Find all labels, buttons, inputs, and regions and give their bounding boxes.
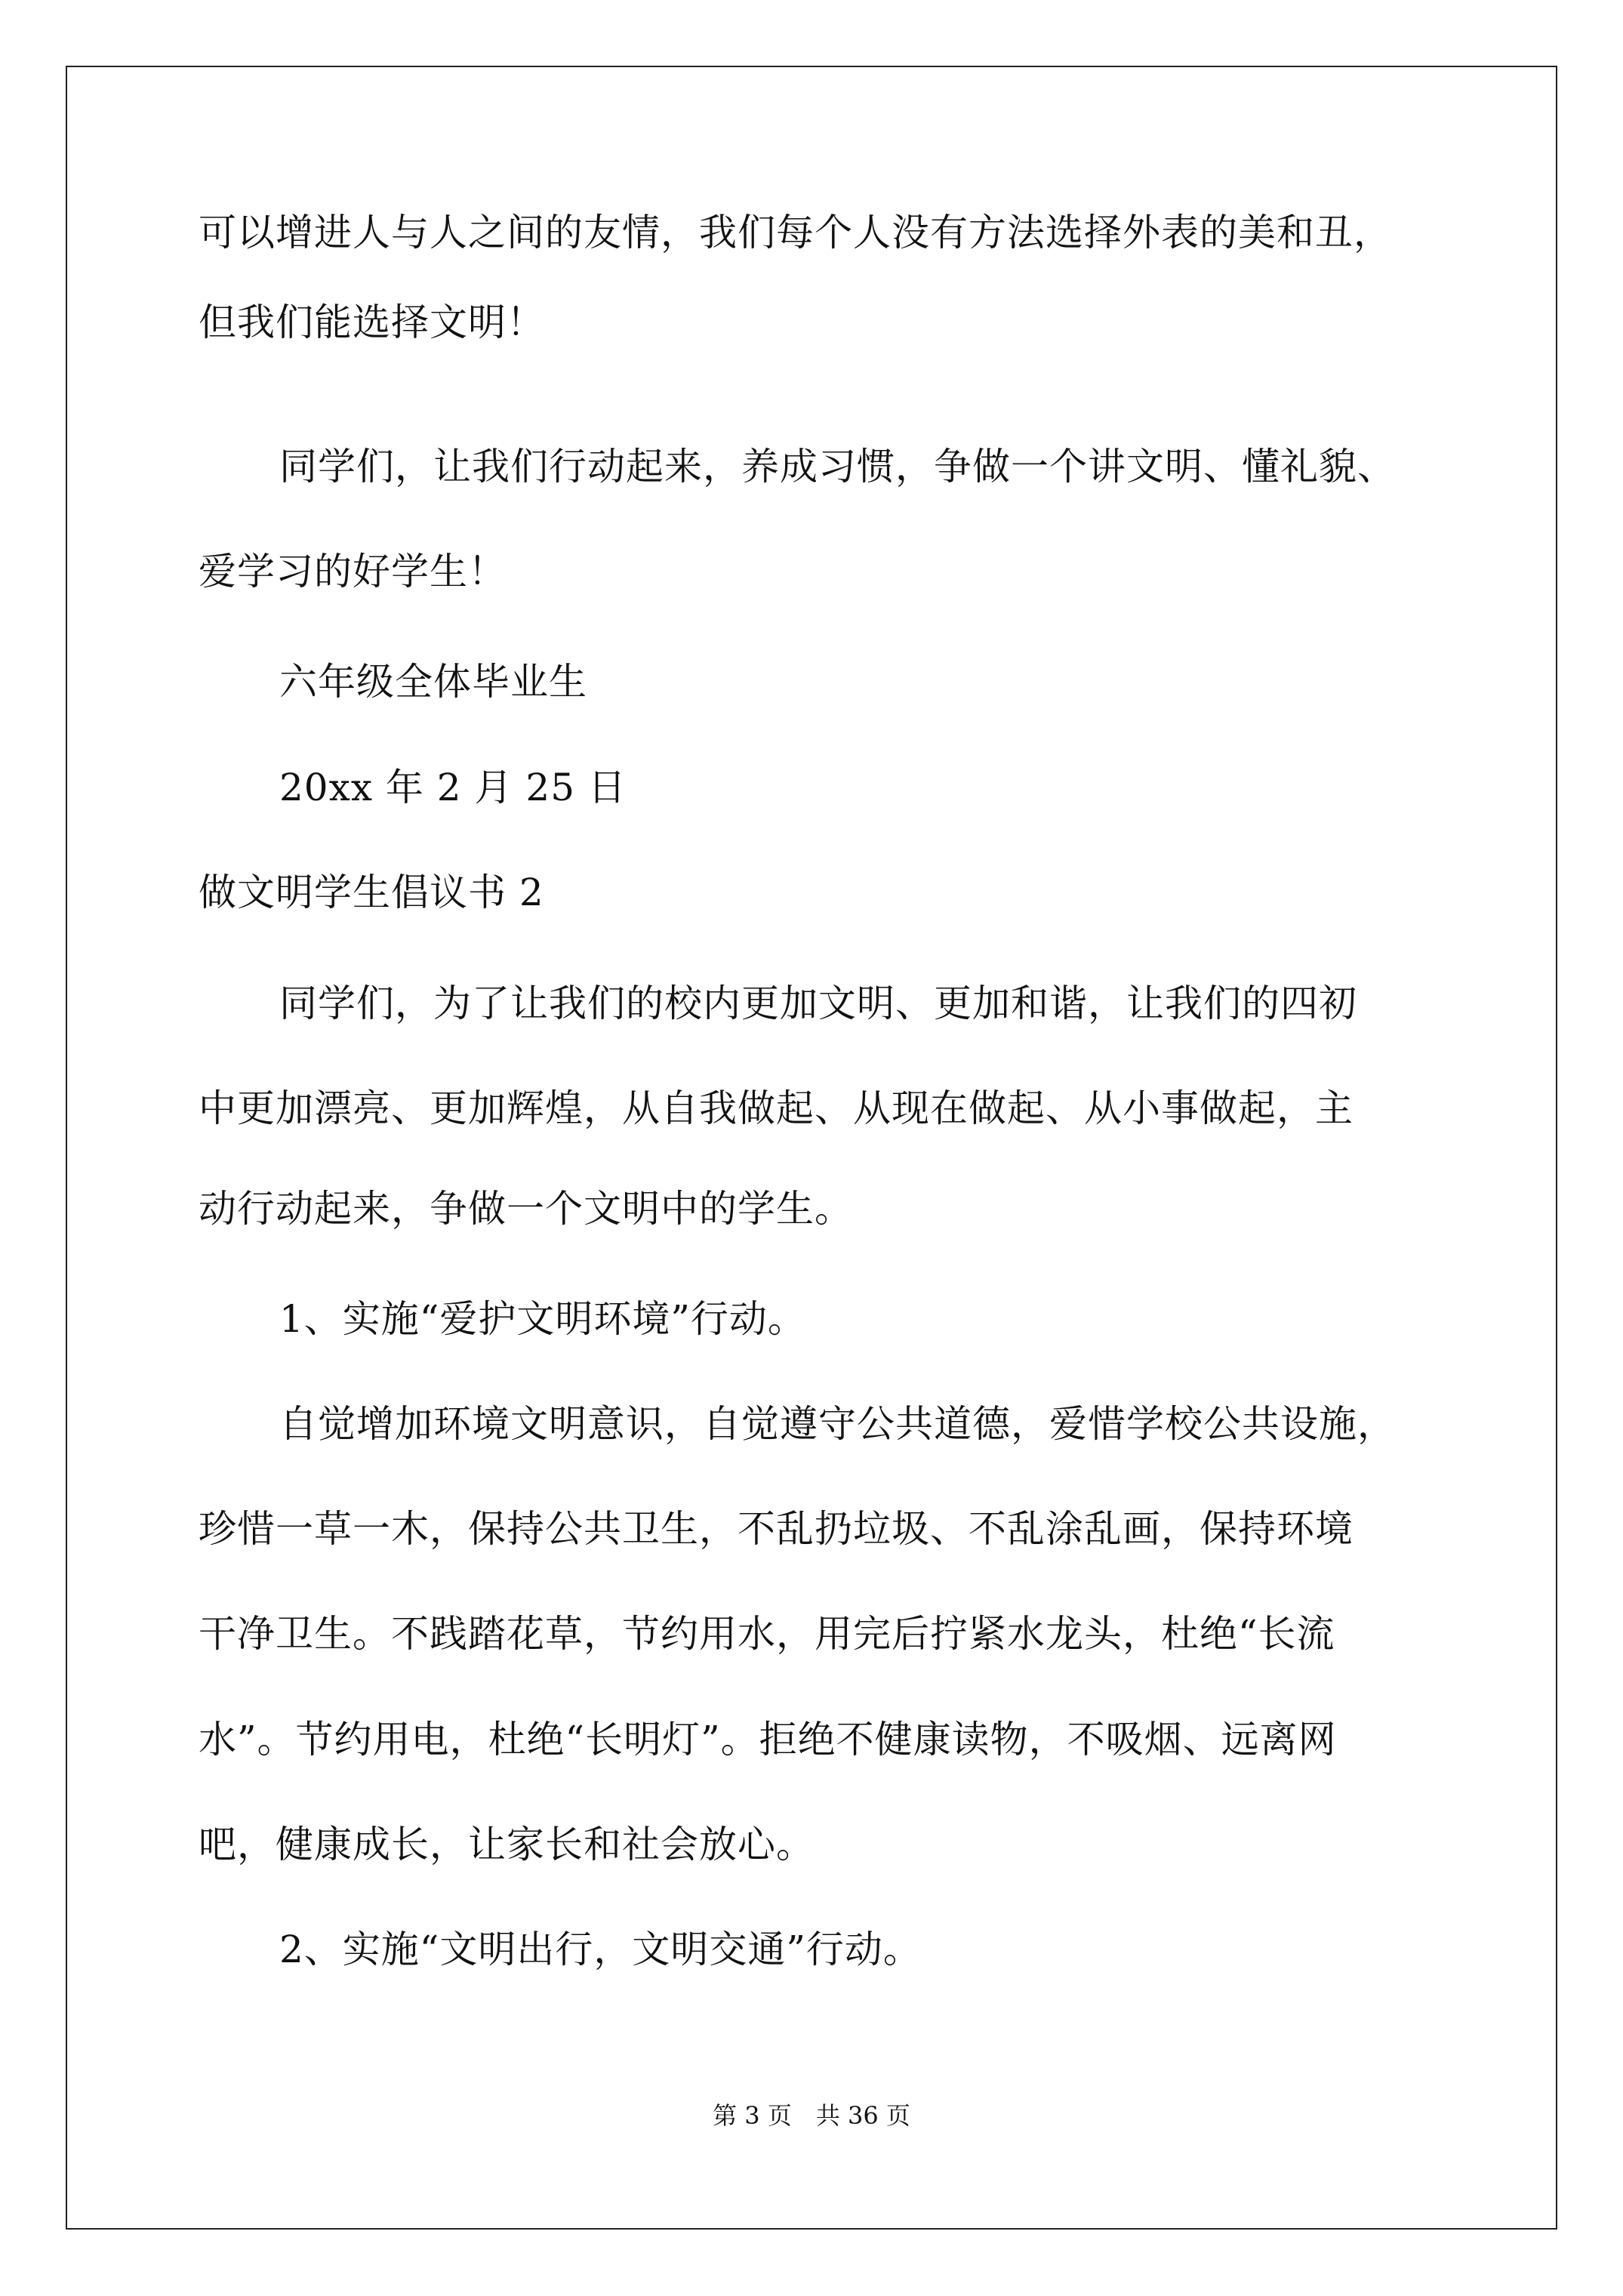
page-number-footer: 第 3 页 共 36 页: [713, 2101, 910, 2130]
signature-line: 六年级全体毕业生: [279, 660, 587, 704]
body-line: 中更加漂亮、更加辉煌，从自我做起、从现在做起、从小事做起，主: [199, 1086, 1354, 1130]
body-line: 爱学习的好学生！: [199, 550, 507, 593]
body-line: 动行动起来，争做一个文明中的学生。: [199, 1187, 853, 1231]
body-line: 同学们，让我们行动起来，养成习惯，争做一个讲文明、懂礼貌、: [279, 445, 1396, 488]
body-line: 水”。节约用电，杜绝“长明灯”。拒绝不健康读物，不吸烟、远离网: [199, 1718, 1337, 1761]
list-item-heading: 2、实施“文明出行，文明交通”行动。: [279, 1928, 922, 1971]
body-line: 干净卫生。不践踏花草，节约用水，用完后拧紧水龙头，杜绝“长流: [199, 1612, 1335, 1656]
body-line: 自觉增加环境文明意识，自觉遵守公共道德，爱惜学校公共设施，: [279, 1402, 1396, 1446]
section-heading: 做文明学生倡议书 2: [199, 871, 544, 914]
body-line: 但我们能选择文明！: [199, 300, 545, 344]
body-line: 可以增进人与人之间的友情，我们每个人没有方法选择外表的美和丑，: [199, 211, 1392, 254]
body-line: 同学们，为了让我们的校内更加文明、更加和谐，让我们的四初: [279, 982, 1357, 1025]
body-line: 珍惜一草一木，保持公共卫生，不乱扔垃圾、不乱涂乱画，保持环境: [199, 1507, 1354, 1551]
date-line: 20xx 年 2 月 25 日: [279, 766, 627, 809]
list-item-heading: 1、实施“爱护文明环境”行动。: [279, 1297, 806, 1341]
page-border: [66, 66, 1557, 2230]
body-line: 吧，健康成长，让家长和社会放心。: [199, 1823, 815, 1866]
